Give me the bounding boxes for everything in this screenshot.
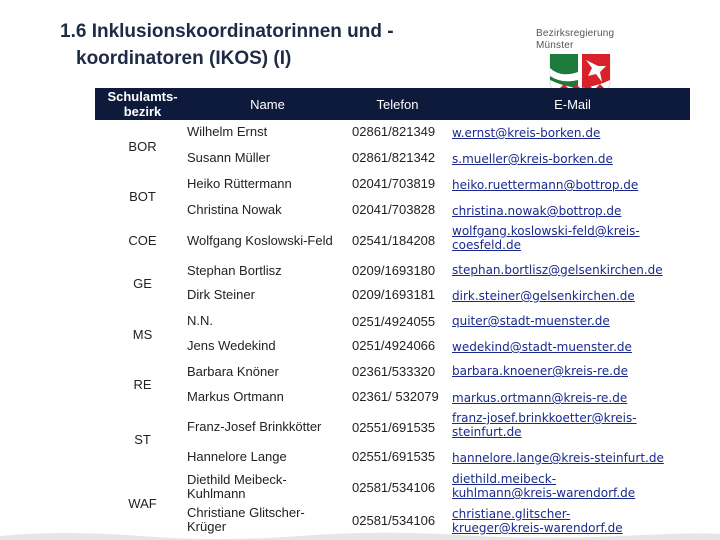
district-ge: GE [133, 276, 152, 291]
row-email-link[interactable]: diethild.meibeck-kuhlmann@kreis-warendorf.de [452, 472, 636, 500]
title-line-1: 1.6 Inklusionskoordinatorinnen und - [60, 21, 394, 42]
row-phone: 02361/533320 [352, 364, 436, 379]
row-email-link[interactable]: christina.nowak@bottrop.de [452, 204, 622, 218]
row-name: Susann Müller [187, 150, 271, 165]
logo-line-1: Bezirksregierung [536, 28, 615, 39]
row-email-link[interactable]: dirk.steiner@gelsenkirchen.de [452, 289, 635, 303]
row-name: Barbara Knöner [187, 364, 279, 379]
district-ms: MS [132, 327, 153, 342]
district-re: RE [133, 377, 152, 392]
row-email-link[interactable]: stephan.bortlisz@gelsenkirchen.de [452, 263, 663, 277]
footer-wave-decoration [0, 528, 720, 540]
district-bor: BOR [128, 139, 157, 154]
row-phone: 0251/4924055 [352, 314, 436, 329]
header-phone: Telefon [376, 96, 419, 112]
row-name: Wilhelm Ernst [187, 124, 268, 139]
row-name: Franz-Josef Brinkkötter [187, 419, 322, 434]
header-district: Schulamts- bezirk [107, 89, 178, 119]
row-phone: 02861/821349 [352, 124, 436, 139]
row-phone: 02041/703828 [352, 202, 436, 217]
contact-table [95, 120, 690, 540]
row-email-link[interactable]: wolfgang.koslowski-feld@kreis-coesfeld.de [452, 224, 640, 252]
row-name: Hannelore Lange [187, 449, 287, 464]
row-name: Christiane Glitscher-Krüger [187, 505, 305, 534]
district-coe: COE [128, 233, 157, 248]
district-bot: BOT [129, 189, 156, 204]
row-phone: 02541/184208 [352, 233, 436, 248]
row-email-link[interactable]: markus.ortmann@kreis-re.de [452, 391, 628, 405]
logo-line-2: Münster [536, 40, 574, 51]
title-line-2: koordinatoren (IKOS) (I) [76, 48, 292, 69]
row-email-link[interactable]: hannelore.lange@kreis-steinfurt.de [452, 451, 664, 465]
district-st: ST [134, 432, 151, 447]
row-email-link[interactable]: christiane.glitscher-krueger@kreis-warendorf.de [452, 507, 623, 535]
row-phone: 02551/691535 [352, 420, 436, 435]
row-phone: 0251/4924066 [352, 338, 436, 353]
district-waf: WAF [128, 496, 157, 511]
row-phone: 02361/ 532079 [352, 389, 439, 404]
row-name: Jens Wedekind [187, 338, 276, 353]
table-header [95, 88, 690, 120]
row-email-link[interactable]: quiter@stadt-muenster.de [452, 314, 610, 328]
row-email-link[interactable]: wedekind@stadt-muenster.de [452, 340, 632, 354]
row-phone: 02581/534106 [352, 480, 436, 495]
page-title [60, 18, 480, 72]
row-email-link[interactable]: heiko.ruettermann@bottrop.de [452, 178, 639, 192]
row-phone: 02861/821342 [352, 150, 436, 165]
row-phone: 02041/703819 [352, 176, 436, 191]
row-email-link[interactable]: s.mueller@kreis-borken.de [452, 152, 613, 166]
row-email-link[interactable]: w.ernst@kreis-borken.de [452, 126, 601, 140]
row-name: Dirk Steiner [187, 287, 255, 302]
row-phone: 0209/1693180 [352, 263, 436, 278]
header-email: E-Mail [554, 96, 591, 112]
header-name: Name [250, 96, 285, 112]
row-name: Diethild Meibeck-Kuhlmann [187, 472, 287, 501]
row-name: Stephan Bortlisz [187, 263, 282, 278]
row-name: Markus Ortmann [187, 389, 284, 404]
row-name: Christina Nowak [187, 202, 282, 217]
row-name: N.N. [187, 313, 213, 328]
row-name: Heiko Rüttermann [187, 176, 292, 191]
row-email-link[interactable]: barbara.knoener@kreis-re.de [452, 364, 628, 378]
row-phone: 0209/1693181 [352, 287, 436, 302]
row-email-link[interactable]: franz-josef.brinkkoetter@kreis-steinfurt.de [452, 411, 637, 439]
row-name: Wolfgang Koslowski-Feld [187, 233, 333, 248]
row-phone: 02551/691535 [352, 449, 436, 464]
row-phone: 02581/534106 [352, 513, 436, 528]
